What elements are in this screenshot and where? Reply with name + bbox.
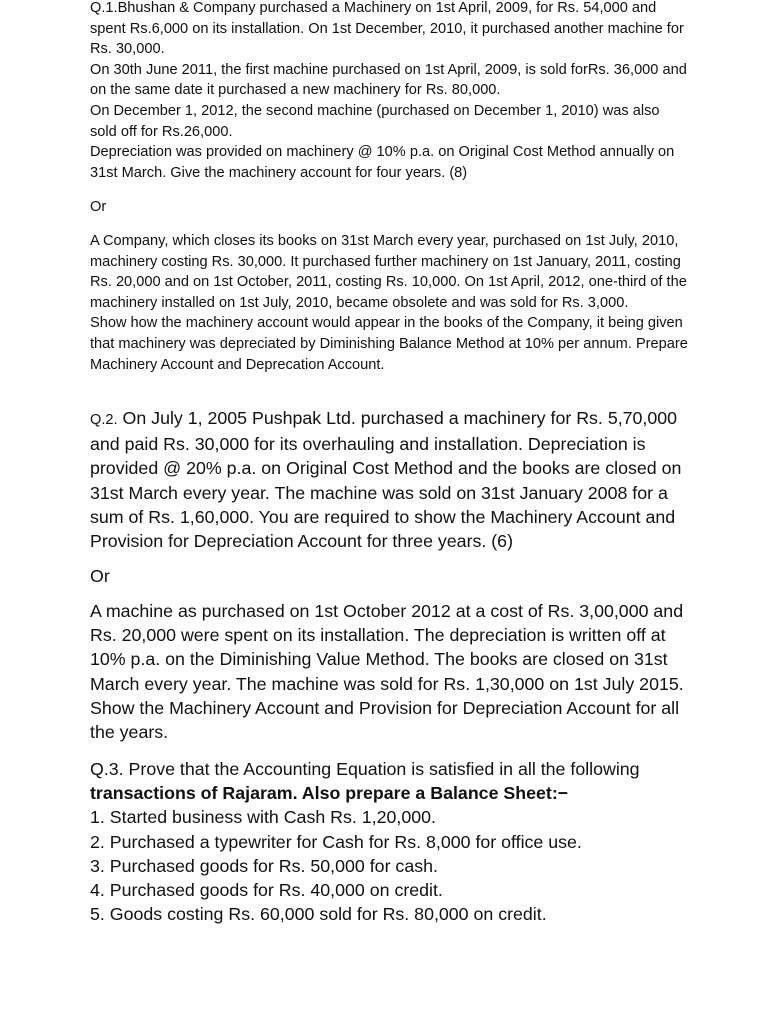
q1-alt-paragraph-1: A Company, which closes its books on 31st March every year, purchased on 1st July, 2010, machinery costing Rs. 30,000. It purchased further machinery on 1st January, 2011, costing Rs. 20,000 and on 1st October, 2011, costing Rs. 10,000. On 1st April, 2012, one-third of the machinery installed on 1st July, 2010, became obsolete and was sold for Rs. 3,000.: [90, 233, 687, 311]
q2-text: On July 1, 2005 Pushpak Ltd. purchased a machinery for Rs. 5,70,000 and paid Rs. 30,000 for its overhauling and installation. Depreciation is provided @ 20% p.a. on Original Cost Method and the books are closed on 31st March every year. The machine was sold on 31st January 2008 for a sum of Rs. 1,60,000. You are required to show the Machinery Account and Provision for Depreciation Account for three years. (6): [90, 408, 682, 552]
q3-item: 5. Goods costing Rs. 60,000 sold for Rs. 80,000 on credit.: [90, 904, 547, 925]
q1-paragraph-2: On 30th June 2011, the first machine purchased on 1st April, 2009, is sold forRs. 36,000 and on the same date it purchased a new machinery for Rs. 80,000.: [90, 61, 687, 99]
question-2-alternative: [90, 599, 690, 744]
q2-label: Q.2.: [90, 412, 118, 428]
question-2: [90, 406, 690, 553]
q1-paragraph-1: Q.1.Bhushan & Company purchased a Machinery on 1st April, 2009, for Rs. 54,000 and spent Rs.6,000 on its installation. On 1st December, 2010, it purchased another machine for Rs. 30,000.: [90, 0, 684, 58]
or-separator-2: Or: [90, 566, 110, 586]
q2-paragraph: [90, 406, 690, 553]
q3-line-2: transactions of Rajaram. Also prepare a Balance Sheet:−: [90, 783, 569, 804]
q3-item: 3. Purchased goods for Rs. 50,000 for cash.: [90, 855, 438, 876]
or-separator-1: Or: [90, 199, 107, 215]
question-1: [90, 0, 690, 183]
question-1-alternative: [90, 231, 690, 375]
q2-alt-paragraph: A machine as purchased on 1st October 2012 at a cost of Rs. 3,00,000 and Rs. 20,000 were spent on its installation. The depreciation is written off at 10% p.a. on the Diminishing Value Method. The books are closed on 31st March every year. The machine was sold for Rs. 1,30,000 on 1st July 2015. Show the Machinery Account and Provision for Depreciation Account for all the years.: [90, 601, 684, 743]
q1-paragraph-4: Depreciation was provided on machinery @ 10% p.a. on Original Cost Method annually on 31st March. Give the machinery account for four years. (8): [90, 144, 675, 181]
q3-item: 1. Started business with Cash Rs. 1,20,000.: [90, 807, 436, 828]
q3-item: 4. Purchased goods for Rs. 40,000 on credit.: [90, 880, 443, 901]
q1-alt-paragraph-2: Show how the machinery account would appear in the books of the Company, it being given that machinery was depreciated by Diminishing Balance Method at 10% per annum. Prepare Machinery Account and Deprecation Account.: [90, 315, 688, 373]
question-3: [90, 757, 690, 926]
q3-line-1: Q.3. Prove that the Accounting Equation is satisfied in all the following: [90, 759, 640, 779]
q3-item: 2. Purchased a typewriter for Cash for Rs. 8,000 for office use.: [90, 831, 582, 852]
q1-paragraph-3: On December 1, 2012, the second machine (purchased on December 1, 2010) was also sold off for Rs.26,000.: [90, 102, 660, 140]
